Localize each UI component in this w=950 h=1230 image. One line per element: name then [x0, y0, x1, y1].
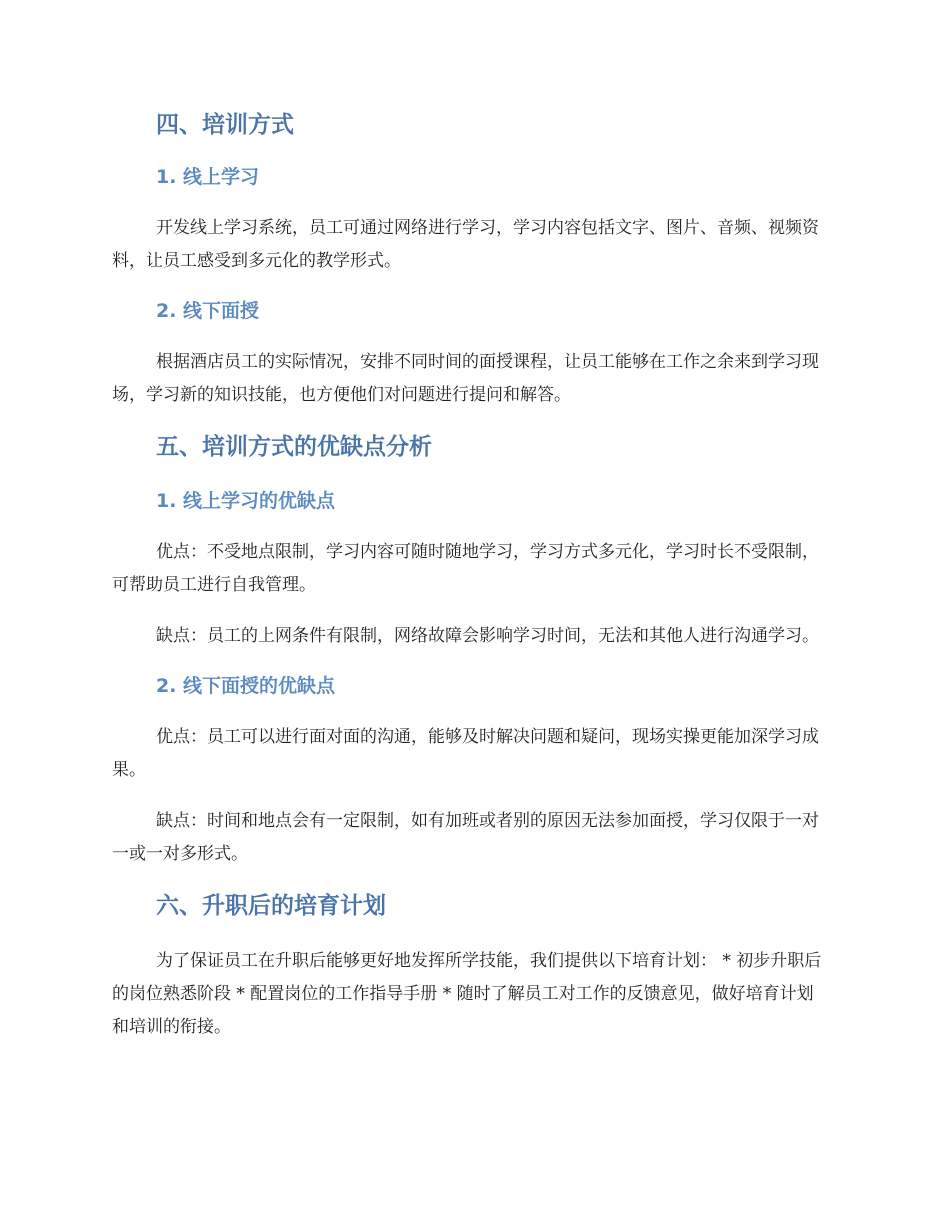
- paragraph-offline-pros: 优点：员工可以进行面对面的沟通，能够及时解决问题和疑问，现场实操更能加深学习成果。: [112, 727, 819, 780]
- subheading-online-learning: 1. 线上学习: [156, 166, 260, 188]
- paragraph-offline-training: 根据酒店员工的实际情况，安排不同时间的面授课程，让员工能够在工作之余来到学习现场，学习新的知识技能，也方便他们对问题进行提问和解答。: [112, 352, 819, 405]
- subheading-offline-pros-cons: 2. 线下面授的优缺点: [156, 675, 336, 697]
- paragraph-online-cons: 缺点：员工的上网条件有限制，网络故障会影响学习时间，无法和其他人进行沟通学习。: [156, 626, 819, 646]
- paragraph-post-promotion-plan: 为了保证员工在升职后能够更好地发挥所学技能，我们提供以下培育计划： * 初步升职后的岗位熟悉阶段 * 配置岗位的工作指导手册 * 随时了解员工对工作的反馈意见，做好培育计划和培训的衔接。: [112, 951, 822, 1037]
- section-heading-pros-cons: 五、培训方式的优缺点分析: [156, 434, 432, 460]
- paragraph-online-pros: 优点：不受地点限制，学习内容可随时随地学习，学习方式多元化，学习时长不受限制，可帮助员工进行自我管理。: [112, 542, 819, 595]
- subheading-online-pros-cons: 1. 线上学习的优缺点: [156, 490, 336, 512]
- subheading-offline-training: 2. 线下面授: [156, 300, 260, 322]
- section-heading-post-promotion-plan: 六、升职后的培育计划: [156, 893, 386, 919]
- document-content: [112, 108, 830, 1062]
- paragraph-offline-cons: 缺点：时间和地点会有一定限制，如有加班或者别的原因无法参加面授，学习仅限于一对一或一对多形式。: [112, 811, 819, 864]
- paragraph-online-learning: 开发线上学习系统，员工可通过网络进行学习，学习内容包括文字、图片、音频、视频资料，让员工感受到多元化的教学形式。: [112, 218, 819, 271]
- section-heading-training-methods: 四、培训方式: [156, 112, 294, 138]
